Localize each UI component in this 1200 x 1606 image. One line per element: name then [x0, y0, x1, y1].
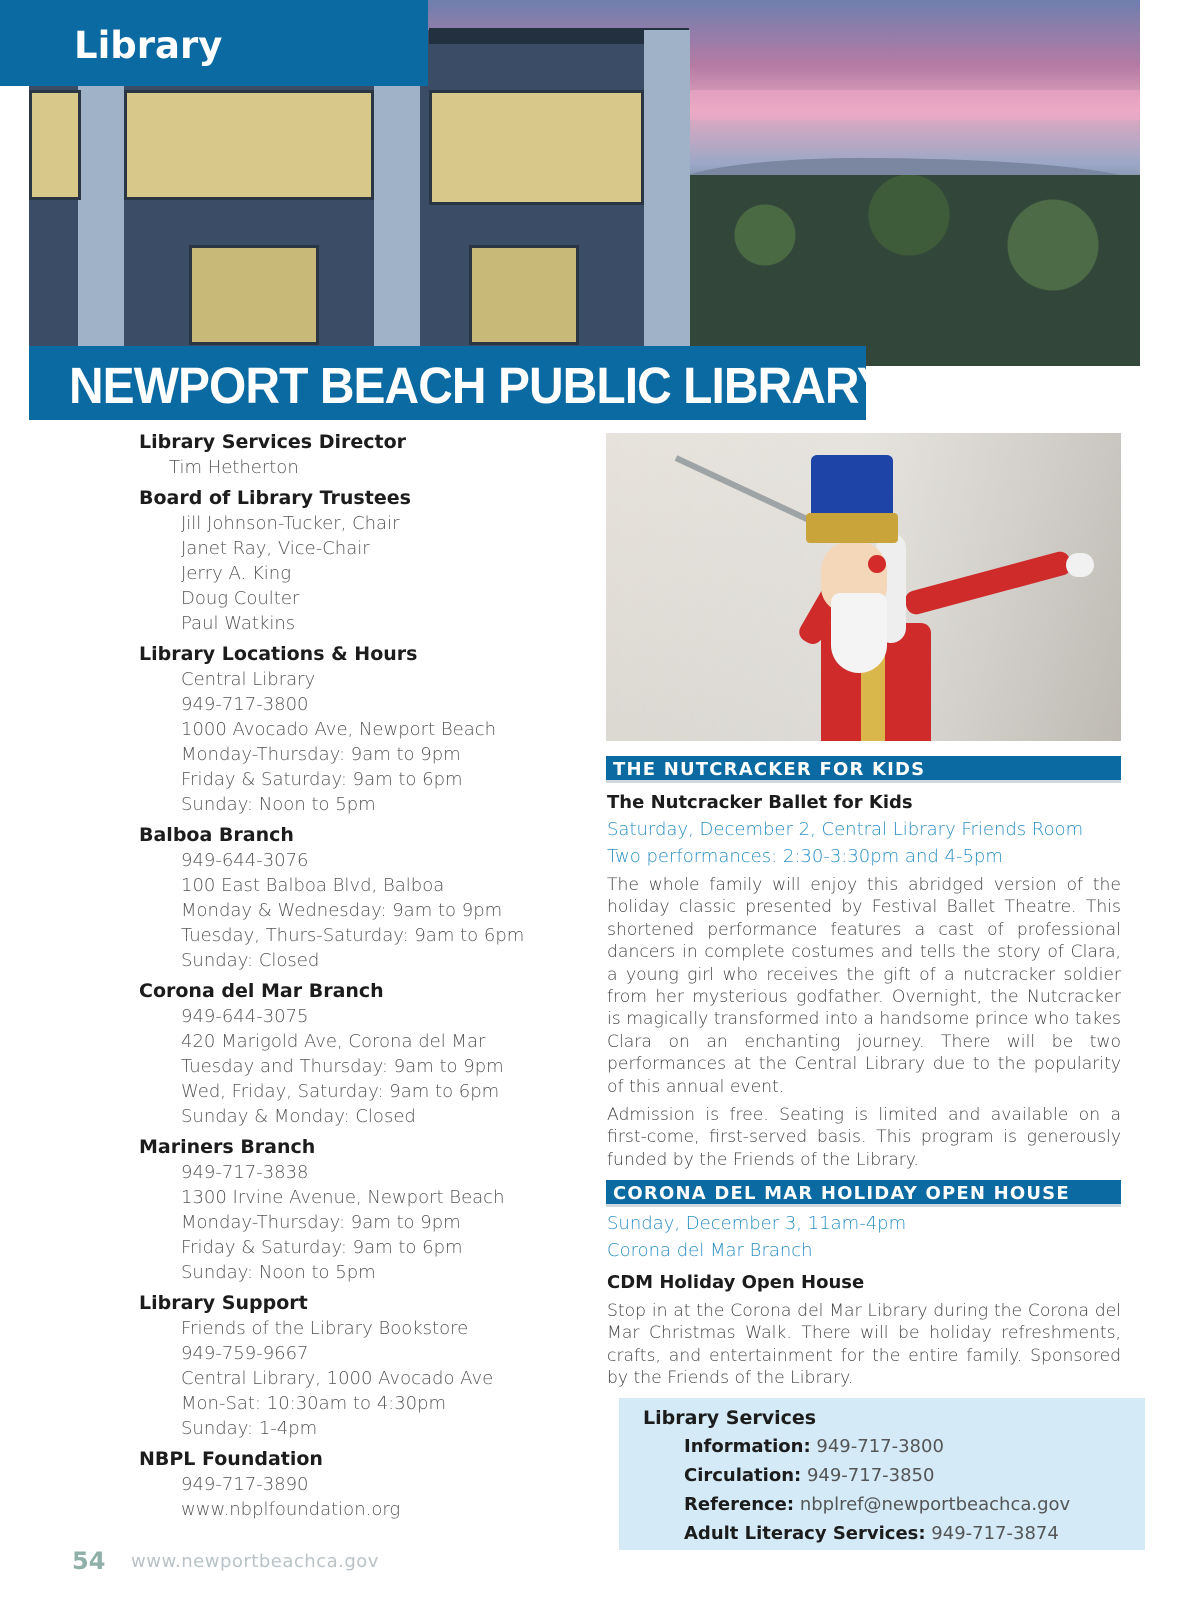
trustees-heading: Board of Library Trustees [139, 487, 411, 509]
location-line: Friday & Saturday: 9am to 6pm [181, 769, 463, 790]
director-heading: Library Services Director [139, 431, 407, 453]
nutcracker-beard [831, 593, 887, 673]
nutcracker-hat-band [806, 513, 898, 543]
support-line: Mon-Sat: 10:30am to 4:30pm [181, 1393, 447, 1414]
nutcracker-banner [606, 756, 1121, 783]
mariners-line: Friday & Saturday: 9am to 6pm [181, 1237, 463, 1258]
nutcracker-description: The whole family will enjoy this abridged version of the holiday classic presented by Festival Ballet Theatre. This shortened performance features a cast of professional dancers in complete costumes and tells the story of Clara, a young girl who receives the gift of a nutcracker soldier from her mysterious godfather. Overnight, the Nutcracker is magically transformed into a handsome prince who takes Clara on an enchanting journey. There will be two performances at the Central Library due to the popularity of this annual event. [607, 875, 1121, 1097]
cdm-line: Sunday & Monday: Closed [181, 1106, 416, 1127]
reference-email-link[interactable]: nbplref@newportbeachca.gov [799, 1494, 1071, 1515]
nutcracker-date: Saturday, December 2, Central Library Friends Room [607, 819, 1084, 840]
balboa-heading: Balboa Branch [139, 824, 294, 846]
nutcracker-times: Two performances: 2:30-3:30pm and 4-5pm [607, 846, 1003, 867]
location-line: 1000 Avocado Ave, Newport Beach [181, 719, 497, 740]
support-heading: Library Support [139, 1292, 308, 1314]
cdm-line: 420 Marigold Ave, Corona del Mar [181, 1031, 486, 1052]
page-title-bar [29, 346, 888, 420]
library-services-box [619, 1398, 1145, 1550]
location-line: Central Library [181, 669, 316, 690]
open-house-location: Corona del Mar Branch [607, 1240, 813, 1261]
nutcracker-admission: Admission is free. Seating is limited and available on a first-come, first-served basis. This program is generously funded by the Friends of the Library. [607, 1105, 1121, 1170]
window [189, 245, 319, 345]
cdm-heading: Corona del Mar Branch [139, 980, 384, 1002]
support-line: Central Library, 1000 Avocado Ave [181, 1368, 494, 1389]
mariners-heading: Mariners Branch [139, 1136, 316, 1158]
tree-line [669, 175, 1140, 366]
mariners-phone: 949-717-3838 [181, 1162, 309, 1183]
support-phone: 949-759-9667 [181, 1343, 309, 1364]
mariners-line: Sunday: Noon to 5pm [181, 1262, 376, 1283]
cdm-line: Tuesday and Thursday: 9am to 9pm [181, 1056, 504, 1077]
open-house-date: Sunday, December 3, 11am-4pm [607, 1213, 907, 1234]
support-line: Friends of the Library Bookstore [181, 1318, 469, 1339]
support-line: Sunday: 1-4pm [181, 1418, 318, 1439]
cdm-line: Wed, Friday, Saturday: 9am to 6pm [181, 1081, 500, 1102]
library-directory [139, 430, 599, 1522]
footer-website-link[interactable]: www.newportbeachca.gov [131, 1551, 379, 1572]
foundation-website-link[interactable]: www.nbplfoundation.org [181, 1499, 401, 1520]
cdm-phone: 949-644-3075 [181, 1006, 309, 1027]
trustee-item: Doug Coulter [181, 588, 300, 609]
balboa-line: Tuesday, Thurs-Saturday: 9am to 6pm [181, 925, 525, 946]
services-row-information: Information: 949-717-3800 [684, 1436, 944, 1457]
balboa-line: Sunday: Closed [181, 950, 320, 971]
nutcracker-banner-label: THE NUTCRACKER FOR KIDS [613, 759, 926, 780]
section-tag [0, 0, 428, 86]
trustee-item: Janet Ray, Vice-Chair [181, 538, 370, 559]
balboa-line: Monday & Wednesday: 9am to 9pm [181, 900, 503, 921]
sky-band [669, 90, 1140, 120]
page-title: NEWPORT BEACH PUBLIC LIBRARY [69, 357, 888, 414]
nutcracker-glove [1066, 553, 1094, 577]
nutcracker-cheek [868, 555, 886, 573]
services-heading: Library Services [643, 1407, 817, 1429]
mariners-line: Monday-Thursday: 9am to 9pm [181, 1212, 461, 1233]
window [124, 90, 374, 200]
services-row-adult-literacy: Adult Literacy Services: 949-717-3874 [684, 1523, 1059, 1544]
building-pillar [644, 30, 690, 366]
window [469, 245, 579, 345]
nutcracker-photo [606, 433, 1121, 741]
foundation-phone: 949-717-3890 [181, 1474, 309, 1495]
section-tag-label: Library [74, 24, 223, 67]
open-house-description: Stop in at the Corona del Mar Library during the Corona del Mar Christmas Walk. There will be holiday refreshments, crafts, and entertainment for the entire family. Sponsored by the Friends of the Library. [607, 1301, 1121, 1389]
services-row-reference: Reference: nbplref@newportbeachca.gov [684, 1494, 1071, 1515]
services-row-circulation: Circulation: 949-717-3850 [684, 1465, 935, 1486]
balboa-line: 100 East Balboa Blvd, Balboa [181, 875, 445, 896]
trustee-item: Paul Watkins [181, 613, 296, 634]
location-line: Monday-Thursday: 9am to 9pm [181, 744, 461, 765]
mariners-line: 1300 Irvine Avenue, Newport Beach [181, 1187, 505, 1208]
open-house-banner [606, 1180, 1121, 1207]
window [429, 90, 644, 205]
window [29, 90, 81, 200]
location-line: Sunday: Noon to 5pm [181, 794, 376, 815]
director-name: Tim Hetherton [169, 457, 299, 478]
open-house-title: CDM Holiday Open House [607, 1272, 865, 1293]
locations-heading: Library Locations & Hours [139, 643, 418, 665]
page-number: 54 [72, 1547, 106, 1575]
open-house-banner-label: CORONA DEL MAR HOLIDAY OPEN HOUSE [613, 1183, 1070, 1204]
trustee-item: Jill Johnson-Tucker, Chair [181, 513, 400, 534]
trustee-item: Jerry A. King [181, 563, 292, 584]
foundation-heading: NBPL Foundation [139, 1448, 323, 1470]
nutcracker-title: The Nutcracker Ballet for Kids [607, 792, 913, 813]
balboa-phone: 949-644-3076 [181, 850, 309, 871]
location-phone: 949-717-3800 [181, 694, 309, 715]
